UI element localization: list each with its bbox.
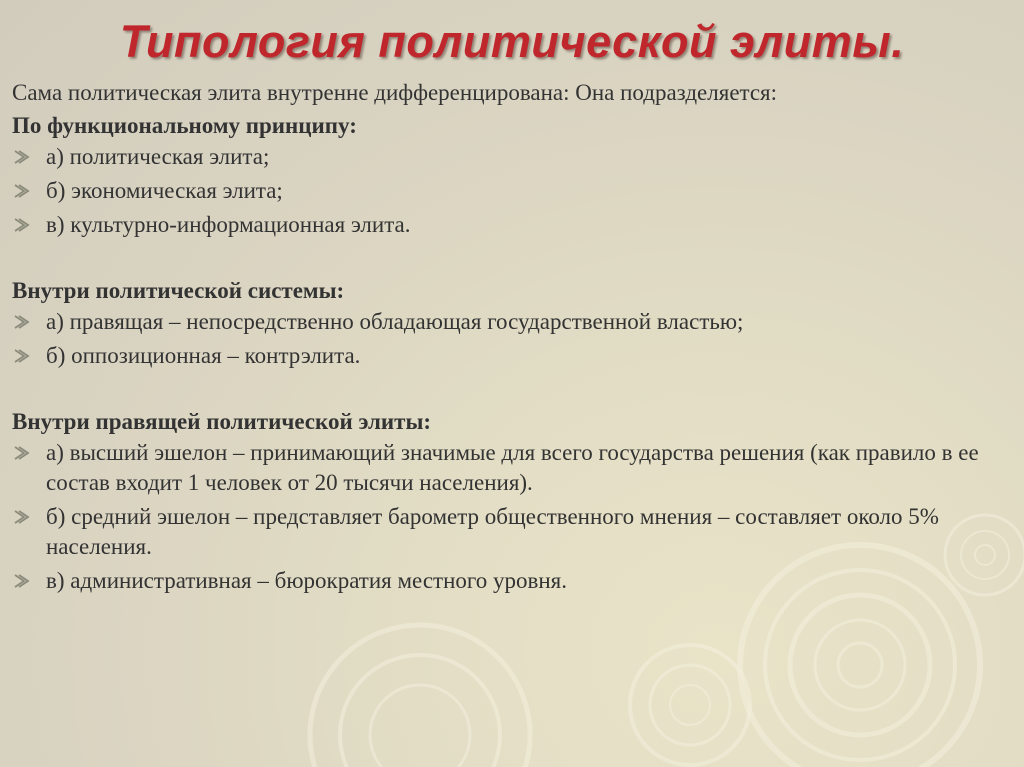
chevron-right-arrow-icon <box>12 314 30 330</box>
intro-text: Сама политическая элита внутренне дифференцирована: Она подразделяется: <box>12 80 778 105</box>
section-heading: По функциональному принципу: <box>12 113 357 138</box>
chevron-right-arrow-icon <box>12 217 30 233</box>
list-item-text: б) оппозиционная – контрэлита. <box>46 343 361 368</box>
list-item <box>12 142 1002 172</box>
section-functional <box>12 109 1002 240</box>
list-item <box>12 307 1002 337</box>
list-item <box>12 176 1002 206</box>
list-item <box>12 210 1002 240</box>
slide-content <box>12 76 1002 600</box>
list-item-text: б) средний эшелон – представляет барометр общественного мнения – составляет около 5% населения. <box>46 504 939 559</box>
list-item-text: в) культурно-информационная элита. <box>46 212 411 237</box>
bullet-list <box>12 438 1002 596</box>
list-item <box>12 502 1002 562</box>
section-political-system <box>12 274 1002 371</box>
list-item-text: б) экономическая элита; <box>46 178 283 203</box>
list-item-text: а) высший эшелон – принимающий значимые для всего государства решения (как правило в ее состав входит 1 человек от 20 тысячи населения). <box>46 440 979 495</box>
section-ruling-elite <box>12 405 1002 596</box>
chevron-right-arrow-icon <box>12 149 30 165</box>
list-item-text: в) административная – бюрократия местного уровня. <box>46 568 568 593</box>
chevron-right-arrow-icon <box>12 509 30 525</box>
list-item <box>12 341 1002 371</box>
bullet-list <box>12 142 1002 240</box>
list-item <box>12 438 1002 498</box>
list-item-text: а) правящая – непосредственно обладающая государственной властью; <box>46 309 744 334</box>
chevron-right-arrow-icon <box>12 183 30 199</box>
chevron-right-arrow-icon <box>12 445 30 461</box>
bullet-list <box>12 307 1002 371</box>
section-heading: Внутри правящей политической элиты: <box>12 409 432 434</box>
list-item <box>12 566 1002 596</box>
section-heading: Внутри политической системы: <box>12 278 345 303</box>
chevron-right-arrow-icon <box>12 573 30 589</box>
slide-title: Типология политической элиты. <box>119 16 905 67</box>
list-item-text: а) политическая элита; <box>46 144 270 169</box>
chevron-right-arrow-icon <box>12 348 30 364</box>
